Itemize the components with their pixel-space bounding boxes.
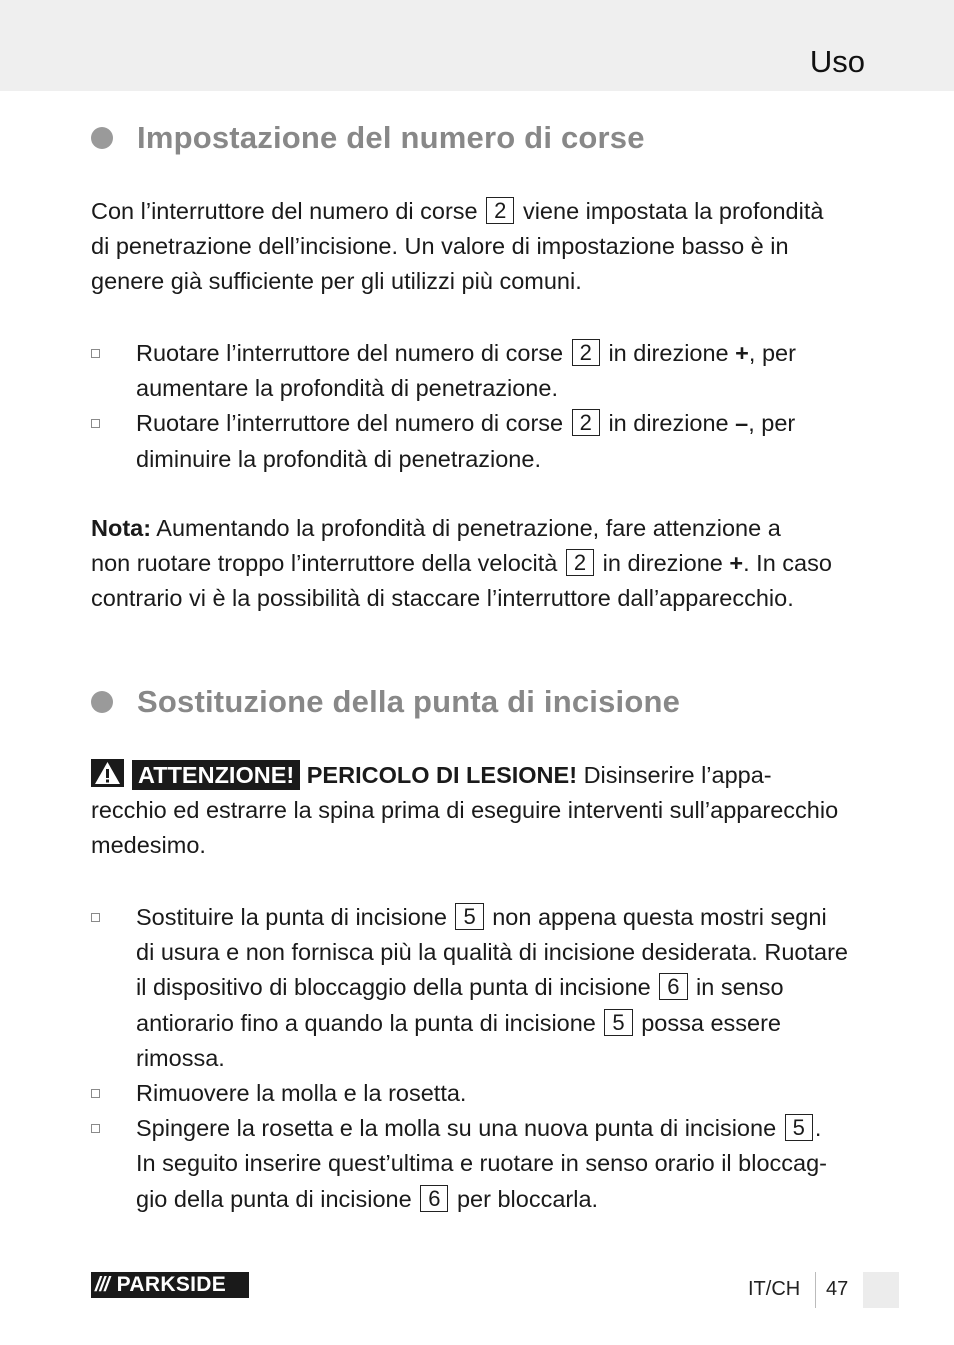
text: recchio ed estrarre la spina prima di eseguire interventi sull’apparecchio [91, 797, 839, 824]
checkbox-square-icon [91, 419, 100, 428]
text: per bloccarla. [456, 1185, 599, 1212]
bullet-dot-icon [91, 691, 113, 713]
text: Aumentando la profondità di penetrazione, fare attenzione a [156, 515, 781, 541]
logo-stripes-icon: /// [95, 1273, 109, 1296]
language-code: IT/CH [748, 1278, 801, 1300]
list-item [91, 406, 866, 476]
bullet-dot-icon [91, 127, 113, 149]
text: Disinserire l’appa- [583, 762, 772, 788]
text: antiorario fino a quando la punta di incisione [136, 1009, 596, 1036]
reference-number: 2 [486, 197, 514, 224]
list-item [91, 1111, 866, 1217]
reference-number: 5 [785, 1114, 813, 1141]
text: di usura e non fornisca più la qualità di incisione desiderata. Ruotare [136, 939, 848, 966]
attention-label: ATTENZIONE! [132, 760, 300, 790]
text: genere già sufficiente per gli utilizzi più comuni. [91, 268, 582, 295]
text: Ruotare l’interruttore del numero di corse [136, 410, 564, 437]
text: viene impostata la profondità [522, 198, 824, 224]
text: medesimo. [91, 832, 206, 859]
text: non ruotare troppo l’interruttore della velocità [91, 550, 558, 577]
instruction-list-replace [91, 900, 866, 1217]
page-section-title: Uso [809, 44, 865, 79]
page-number: 47 [826, 1278, 849, 1300]
text: diminuire la profondità di penetrazione. [136, 445, 541, 472]
plus-sign: + [735, 340, 749, 366]
note-label: Nota: [91, 515, 152, 541]
text: rimossa. [136, 1044, 225, 1071]
text: . In caso [743, 550, 832, 577]
text: in senso [696, 974, 784, 1001]
section-heading-stroke [91, 120, 645, 156]
text: . [814, 1115, 822, 1142]
text: Sostituire la punta di incisione [136, 904, 447, 930]
reference-number: 6 [420, 1185, 448, 1212]
checkbox-square-icon [91, 1124, 100, 1133]
text: di penetrazione dell’incisione. Un valore di impostazione basso è in [91, 233, 789, 260]
text: , per [748, 340, 796, 366]
plus-sign: + [729, 550, 744, 577]
section-heading-replace-tip [91, 684, 680, 720]
text: il dispositivo di bloccaggio della punta di incisione [136, 974, 651, 1001]
heading-text: Sostituzione della punta di incisione [137, 684, 681, 719]
reference-number: 2 [572, 409, 600, 436]
list-item [91, 1076, 866, 1111]
checkbox-square-icon [91, 1089, 100, 1098]
text: , per [748, 410, 796, 437]
text: gio della punta di incisione [136, 1185, 412, 1212]
text: in direzione [602, 550, 730, 577]
text: in direzione [608, 340, 736, 366]
minus-sign: – [735, 410, 749, 437]
text: Spingere la rosetta e la molla su una nuova punta di incisione [136, 1115, 777, 1142]
list-item [91, 336, 866, 406]
text: contrario vi è la possibilità di staccare l’interruttore dall’apparecchio. [91, 585, 794, 612]
warning-triangle-icon [91, 759, 124, 787]
list-item [91, 900, 866, 1076]
note-paragraph [91, 511, 866, 617]
parkside-logo [91, 1272, 249, 1298]
footer-box [863, 1272, 899, 1308]
footer-divider [815, 1272, 816, 1308]
checkbox-square-icon [91, 349, 100, 358]
text: aumentare la profondità di penetrazione. [136, 375, 558, 402]
reference-number: 2 [572, 339, 600, 366]
text: non appena questa mostri segni [492, 904, 827, 930]
reference-number: 5 [455, 903, 483, 930]
danger-label: PERICOLO DI LESIONE! [306, 762, 578, 788]
logo-wordmark: PARKSIDE [116, 1273, 227, 1296]
text: Rimuovere la molla e la rosetta. [136, 1080, 467, 1107]
checkbox-square-icon [91, 913, 100, 922]
intro-paragraph [91, 194, 866, 300]
text: Con l’interruttore del numero di corse [91, 198, 478, 224]
reference-number: 2 [566, 549, 594, 576]
reference-number: 5 [604, 1009, 632, 1036]
warning-paragraph [91, 758, 866, 864]
heading-text: Impostazione del numero di corse [137, 120, 645, 155]
text: in direzione [608, 410, 736, 437]
reference-number: 6 [659, 973, 687, 1000]
instruction-list-stroke [91, 336, 866, 477]
text: Ruotare l’interruttore del numero di corse [136, 340, 564, 366]
text: possa essere [641, 1009, 781, 1036]
text: In seguito inserire quest’ultima e ruotare in senso orario il bloccag- [136, 1150, 827, 1177]
